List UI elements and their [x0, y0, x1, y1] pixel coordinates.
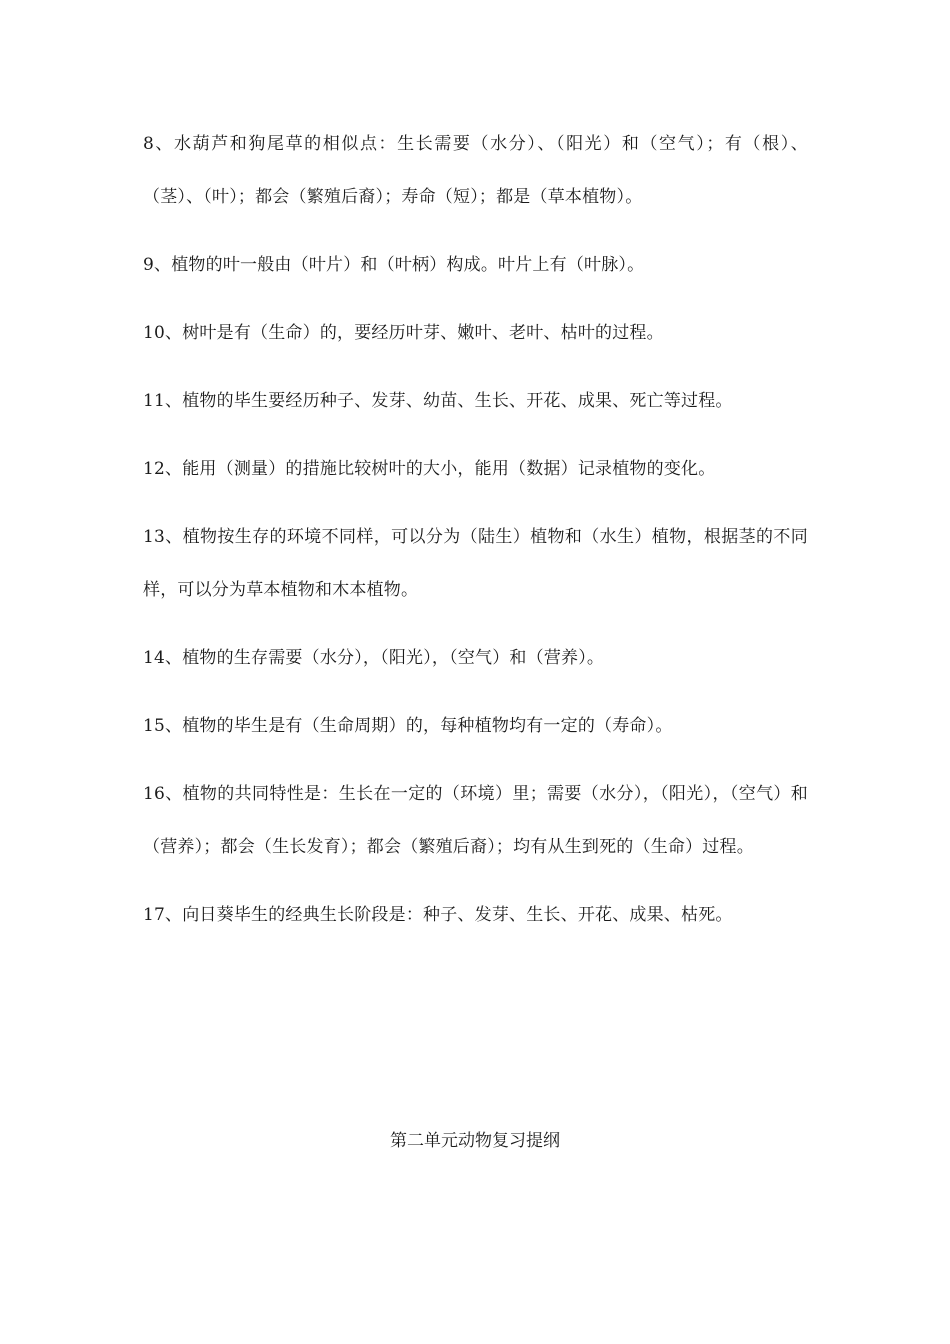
note-item-14: 14、植物的生存需要（水分），（阳光），（空气）和（营养）。	[143, 648, 605, 668]
note-item-17: 17、向日葵毕生的经典生长阶段是：种子、发芽、生长、开花、成果、枯死。	[143, 905, 733, 925]
note-item-12: 12、能用（测量）的措施比较树叶的大小，能用（数据）记录植物的变化。	[143, 459, 716, 479]
note-item-10: 10、树叶是有（生命）的，要经历叶芽、嫩叶、老叶、枯叶的过程。	[143, 323, 664, 343]
note-item-9: 9、植物的叶一般由（叶片）和（叶柄）构成。叶片上有（叶脉）。	[143, 255, 645, 275]
section-title: 第二单元动物复习提纲	[390, 1131, 560, 1151]
note-item-8: 8、水葫芦和狗尾草的相似点：生长需要（水分）、（阳光）和（空气）；有（根）、（茎）、（叶）；都会（繁殖后裔）；寿命（短）；都是（草本植物）。	[143, 134, 808, 207]
note-item-16: 16、植物的共同特性是：生长在一定的（环境）里；需要（水分），（阳光），（空气）和（营养）；都会（生长发育）；都会（繁殖后裔）；均有从生到死的（生命）过程。	[143, 784, 808, 857]
note-item-11: 11、植物的毕生要经历种子、发芽、幼苗、生长、开花、成果、死亡等过程。	[143, 391, 733, 411]
review-notes	[143, 118, 808, 957]
note-item-13: 13、植物按生存的环境不同样，可以分为（陆生）植物和（水生）植物，根据茎的不同样，可以分为草本植物和木本植物。	[143, 527, 808, 600]
note-item-15: 15、植物的毕生是有（生命周期）的，每种植物均有一定的（寿命）。	[143, 716, 673, 736]
